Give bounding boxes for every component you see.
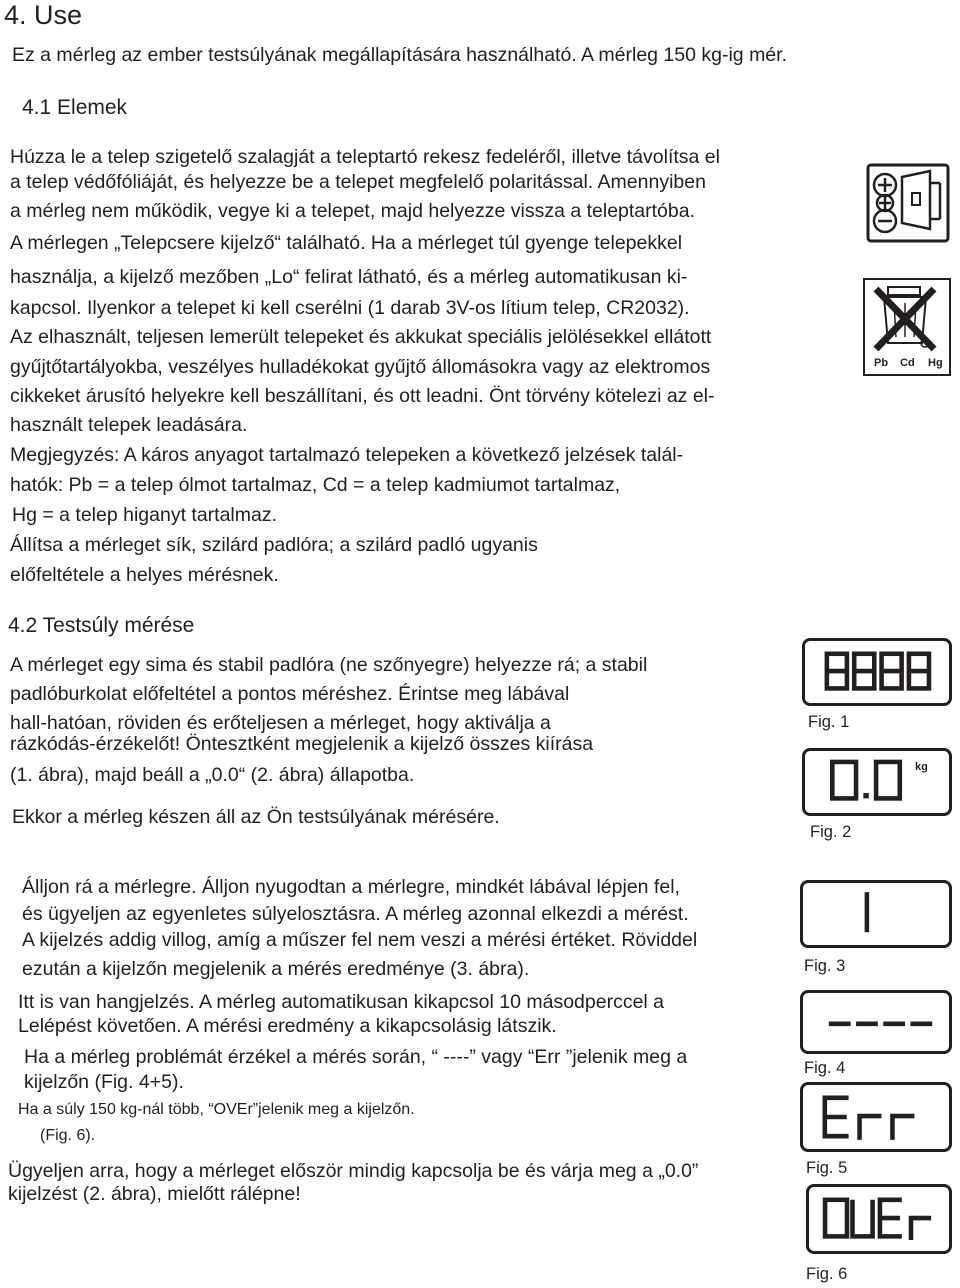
figure-caption-2: Fig. 2 (810, 823, 852, 841)
crossed-bin-icon (862, 277, 952, 377)
figure-caption-4: Fig. 4 (804, 1059, 846, 1077)
figure-caption-6: Fig. 6 (806, 1265, 848, 1283)
body-line: használt telepek leadására. (10, 414, 248, 436)
lcd-display-fig4 (800, 990, 952, 1054)
note-line: Hg = a telep higanyt tartalmaz. (12, 504, 278, 526)
bin-label-hg: Hg (928, 357, 943, 369)
body-line: és ügyeljen az egyenletes súlyelosztásra. A mérleg azonnal elkezdi a mérést. (22, 903, 689, 925)
lcd-display-fig6 (806, 1184, 952, 1254)
body-line: rázkódás-érzékelőt! Öntesztként megjelenik a kijelző összes kiírása (10, 733, 594, 755)
battery-compartment-icon (866, 163, 950, 243)
body-line: A kijelzés addig villog, amíg a műszer fel nem veszi a mérési értéket. Röviddel (22, 929, 698, 951)
body-line: használja, a kijelző mezőben „Lo“ felirat látható, és a mérleg automatikusan ki- (10, 266, 688, 288)
body-line: cikkeket árusító helyekre kell beszállítani, és ott leadni. Önt törvény kötelezi az el- (10, 385, 715, 407)
note-line: hatók: Pb = a telep ólmot tartalmaz, Cd = a telep kadmiumot tartalmaz, (10, 474, 621, 496)
body-line: a telep védőfóliáját, és helyezze be a telepet megfelelő polaritással. Amennyiben (10, 171, 706, 193)
bin-label-cd: Cd (900, 357, 915, 369)
body-line: kijelzést (2. ábra), mielőtt rálépne! (8, 1183, 301, 1205)
body-line: kapcsol. Ilyenkor a telepet ki kell cserélni (1 darab 3V-os lítium telep, CR2032). (10, 297, 690, 319)
unit-label: kg (915, 761, 928, 773)
body-line: A mérlegen „Telepcsere kijelző“ található. Ha a mérleget túl gyenge telepekkel (10, 232, 683, 254)
small-line: (Fig. 6). (40, 1127, 96, 1144)
body-line: hall-hatóan, röviden és erőteljesen a mérleget, hogy aktiválja a (10, 712, 551, 734)
body-line: a mérleg nem működik, vegye ki a telepet, majd helyezze vissza a teleptartóba. (10, 200, 696, 222)
lcd-display-fig3 (800, 880, 952, 948)
body-line: előfeltétele a helyes mérésnek. (10, 564, 279, 586)
body-line: gyűjtőtartályokba, veszélyes hulladékokat gyűjtő állomásokra vagy az elektromos (10, 356, 711, 378)
lcd-display-fig5 (800, 1082, 952, 1152)
body-line: Ha a mérleg problémát érzékel a mérés során, “ ----” vagy “Err ”jelenik meg a (24, 1046, 688, 1068)
body-line: ezután a kijelzőn megjelenik a mérés eredménye (3. ábra). (22, 958, 530, 980)
body-line: Húzza le a telep szigetelő szalagját a teleptartó rekesz fedeléről, illetve távolítsa el (10, 146, 720, 168)
body-line: Állítsa a mérleget sík, szilárd padlóra; a szilárd padló ugyanis (10, 534, 538, 556)
small-line: Ha a súly 150 kg-nál több, “OVEr”jelenik meg a kijelzőn. (18, 1101, 415, 1118)
body-line: kijelzőn (Fig. 4+5). (24, 1071, 184, 1093)
lcd-display-fig1 (802, 638, 952, 706)
section-title-weighing: 4.2 Testsúly mérése (8, 614, 195, 637)
body-line: (1. ábra), majd beáll a „0.0“ (2. ábra) állapotba. (10, 764, 415, 786)
lcd-display-fig2 (802, 748, 952, 816)
figure-caption-3: Fig. 3 (804, 957, 846, 975)
body-line: Itt is van hangjelzés. A mérleg automatikusan kikapcsol 10 másodperccel a (18, 991, 665, 1013)
figure-caption-1: Fig. 1 (808, 713, 850, 731)
intro-text: Ez a mérleg az ember testsúlyának megállapítására használható. A mérleg 150 kg-ig mér. (12, 44, 787, 66)
section-title-batteries: 4.1 Elemek (22, 96, 128, 119)
body-line: Ügyeljen arra, hogy a mérleget először mindig kapcsolja be és várja meg a „0.0” (8, 1160, 699, 1182)
bin-label-pb: Pb (874, 357, 889, 369)
page-heading: 4. Use (4, 0, 83, 30)
body-line: Lelépést követően. A mérési eredmény a kikapcsolásig látszik. (18, 1015, 557, 1037)
note-line: Megjegyzés: A káros anyagot tartalmazó telepeken a következő jelzések talál- (10, 444, 684, 466)
body-line: Álljon rá a mérlegre. Álljon nyugodtan a mérlegre, mindkét lábával lépjen fel, (22, 876, 680, 898)
body-line: Ekkor a mérleg készen áll az Ön testsúlyának mérésére. (12, 806, 500, 828)
body-line: Az elhasznált, teljesen lemerült telepeket és akkukat speciális jelölésekkel ellátott (10, 326, 712, 348)
body-line: A mérleget egy sima és stabil padlóra (ne szőnyegre) helyezze rá; a stabil (10, 654, 648, 676)
figure-caption-5: Fig. 5 (806, 1159, 848, 1177)
body-line: padlóburkolat előfeltétel a pontos méréshez. Érintse meg lábával (10, 683, 570, 705)
